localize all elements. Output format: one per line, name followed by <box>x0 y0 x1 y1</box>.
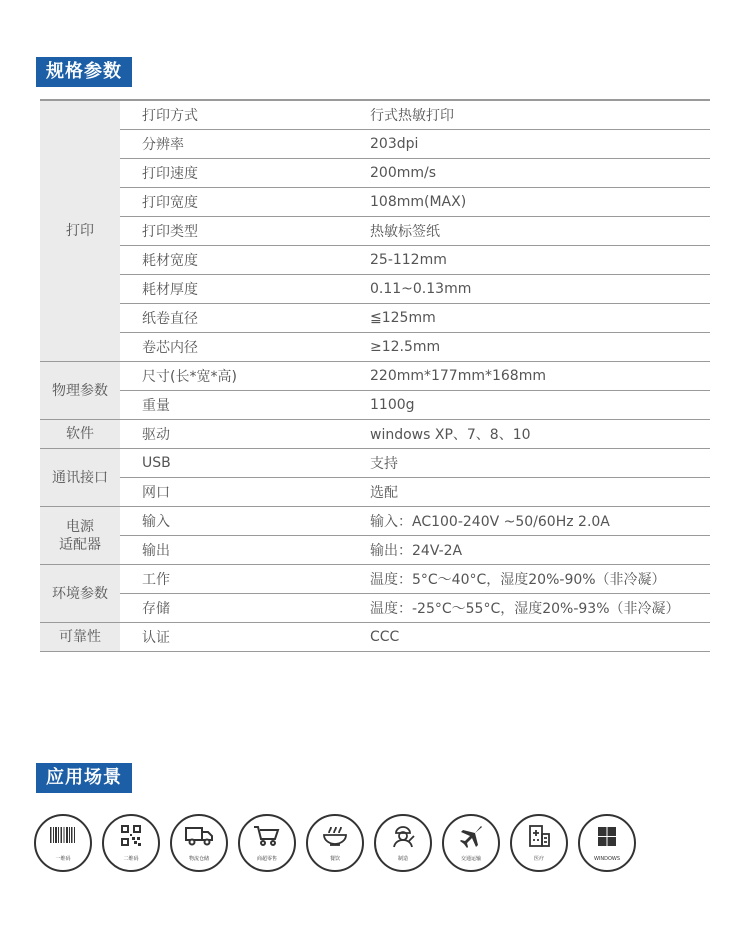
spec-group <box>40 449 710 507</box>
spec-group-label: 可靠性 <box>40 623 120 652</box>
spec-group-label: 通讯接口 <box>40 449 120 507</box>
spec-key: 打印类型 <box>142 224 198 240</box>
spec-group <box>40 101 710 362</box>
spec-key: USB <box>142 455 171 471</box>
specs-section-title: 规格参数 <box>36 57 132 87</box>
spec-row <box>120 391 710 419</box>
spec-value: 108mm(MAX) <box>370 194 467 210</box>
spec-key: 输出 <box>142 543 170 559</box>
spec-row <box>120 159 710 188</box>
spec-value: windows XP、7、8、10 <box>370 427 531 443</box>
spec-key: 网口 <box>142 485 170 501</box>
app-scenario-label: 二维码 <box>123 856 139 862</box>
app-scenario-label: 交通运输 <box>460 856 481 862</box>
spec-key: 耗材宽度 <box>142 253 198 269</box>
app-scenario-item <box>34 814 92 872</box>
spec-row <box>120 217 710 246</box>
app-scenario-item <box>578 814 636 872</box>
spec-row <box>120 507 710 536</box>
spec-row <box>120 246 710 275</box>
spec-value: 行式热敏打印 <box>370 108 454 124</box>
spec-key: 认证 <box>142 630 170 646</box>
spec-value: 输入：AC100-240V ~50/60Hz 2.0A <box>370 514 610 530</box>
app-scenario-label: 物流仓储 <box>188 856 209 862</box>
spec-group-label: 物理参数 <box>40 362 120 420</box>
spec-key: 纸卷直径 <box>142 311 198 327</box>
spec-row <box>120 362 710 391</box>
spec-row <box>120 623 710 651</box>
hospital-icon <box>524 824 554 852</box>
apps-section-title: 应用场景 <box>36 763 132 793</box>
spec-row <box>120 130 710 159</box>
spec-key: 驱动 <box>142 427 170 443</box>
spec-row <box>120 275 710 304</box>
spec-key: 打印速度 <box>142 166 198 182</box>
spec-value: ≦125mm <box>370 310 436 326</box>
windows-icon <box>592 825 622 853</box>
spec-key: 卷芯内径 <box>142 340 198 356</box>
spec-row <box>120 449 710 478</box>
spec-group <box>40 565 710 623</box>
airplane-icon <box>456 824 486 852</box>
spec-value: 203dpi <box>370 136 419 152</box>
spec-value: 220mm*177mm*168mm <box>370 368 546 384</box>
truck-icon <box>184 824 214 852</box>
app-scenario-label: 一维码 <box>55 856 71 862</box>
spec-key: 耗材厚度 <box>142 282 198 298</box>
spec-key: 打印方式 <box>142 108 198 124</box>
app-scenario-label: 医疗 <box>533 856 544 862</box>
spec-row <box>120 304 710 333</box>
spec-group <box>40 507 710 565</box>
app-scenarios <box>34 814 636 872</box>
spec-table <box>40 99 710 652</box>
cart-icon <box>252 824 282 852</box>
spec-group-label: 电源 适配器 <box>40 507 120 565</box>
spec-group-label: 环境参数 <box>40 565 120 623</box>
spec-group-label: 软件 <box>40 420 120 449</box>
spec-key: 打印宽度 <box>142 195 198 211</box>
spec-value: 25-112mm <box>370 252 447 268</box>
spec-group <box>40 420 710 449</box>
app-scenario-item <box>102 814 160 872</box>
spec-key: 输入 <box>142 514 170 530</box>
app-scenario-item <box>374 814 432 872</box>
spec-key: 重量 <box>142 398 170 414</box>
spec-row <box>120 478 710 506</box>
spec-row <box>120 420 710 448</box>
spec-row <box>120 565 710 594</box>
app-scenario-item <box>170 814 228 872</box>
spec-value: CCC <box>370 629 400 645</box>
spec-value: 支持 <box>370 456 398 472</box>
spec-value: 0.11~0.13mm <box>370 281 472 297</box>
app-scenario-label: 制造 <box>397 856 408 862</box>
app-scenario-label: 餐饮 <box>329 856 340 862</box>
spec-group <box>40 362 710 420</box>
barcode-icon <box>48 824 78 852</box>
spec-key: 工作 <box>142 572 170 588</box>
spec-row <box>120 333 710 361</box>
spec-value: 1100g <box>370 397 415 413</box>
app-scenario-item <box>306 814 364 872</box>
spec-row <box>120 101 710 130</box>
spec-key: 存储 <box>142 601 170 617</box>
spec-key: 分辨率 <box>142 137 184 153</box>
spec-value: 输出：24V-2A <box>370 543 463 559</box>
spec-group-label: 打印 <box>40 101 120 362</box>
app-scenario-item <box>510 814 568 872</box>
spec-value: ≥12.5mm <box>370 339 441 355</box>
spec-value: 温度：-25°C～55°C，湿度20%-93%（非冷凝） <box>370 601 680 617</box>
noodle-bowl-icon <box>320 824 350 852</box>
worker-icon <box>388 824 418 852</box>
spec-value: 热敏标签纸 <box>370 224 440 240</box>
app-scenario-label: 商超零售 <box>256 856 277 862</box>
spec-row <box>120 594 710 622</box>
app-scenario-label: WINDOWS <box>593 855 621 862</box>
spec-value: 选配 <box>370 485 398 501</box>
spec-row <box>120 536 710 564</box>
spec-key: 尺寸(长*宽*高) <box>142 369 237 385</box>
app-scenario-item <box>442 814 500 872</box>
spec-value: 200mm/s <box>370 165 437 181</box>
app-scenario-item <box>238 814 296 872</box>
spec-row <box>120 188 710 217</box>
spec-group <box>40 623 710 652</box>
qrcode-icon <box>116 824 146 852</box>
spec-value: 温度：5°C～40°C，湿度20%-90%（非冷凝） <box>370 572 666 588</box>
